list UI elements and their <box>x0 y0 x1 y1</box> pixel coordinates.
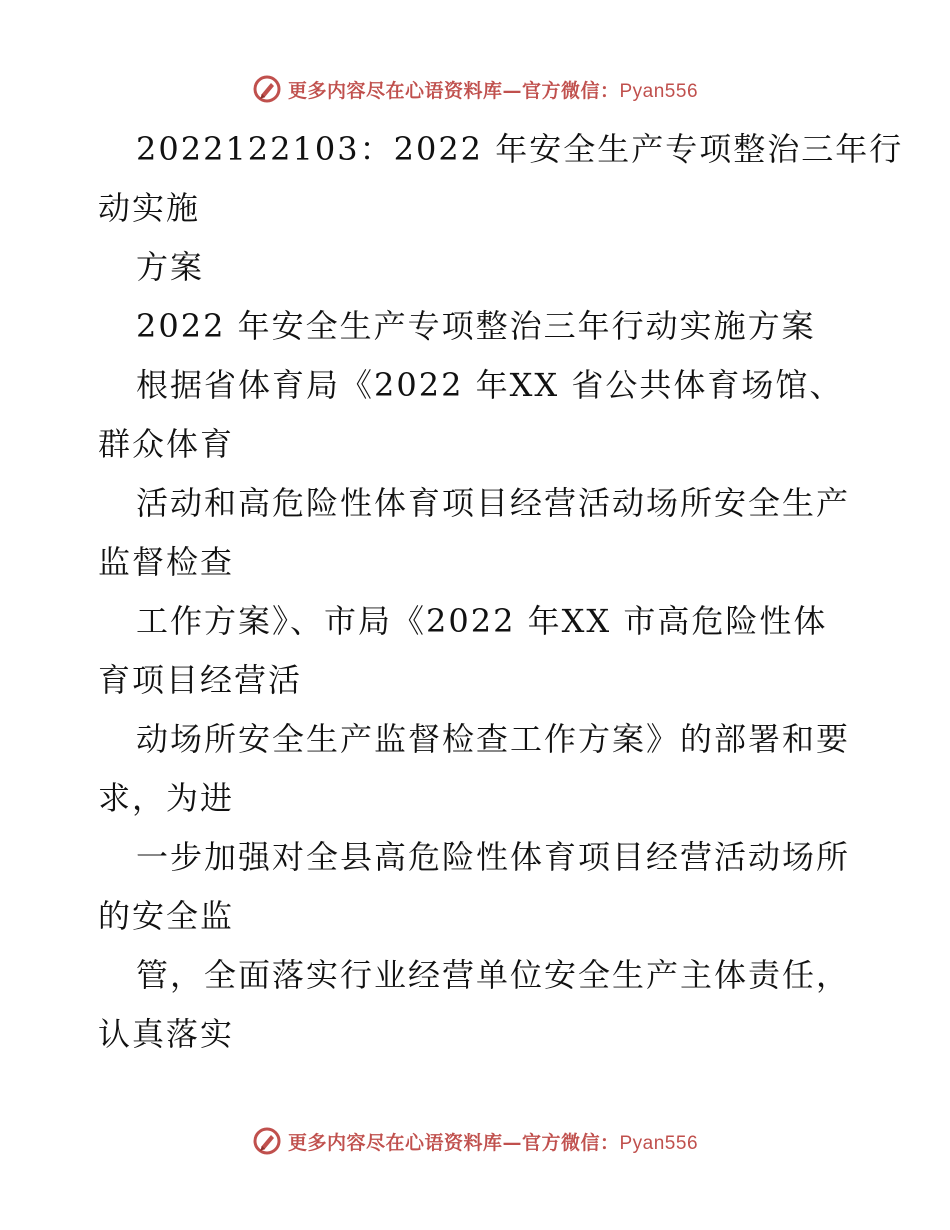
document-line: 群众体育 <box>98 425 235 463</box>
document-line: 动实施 <box>98 189 201 227</box>
document-line: 方案 <box>136 248 205 286</box>
document-line: 认真落实 <box>98 1015 235 1053</box>
document-line: 求，为进 <box>98 779 235 817</box>
document-line: 管，全面落实行业经营单位安全生产主体责任， <box>136 956 851 994</box>
document-line: 动场所安全生产监督检查工作方案》的部署和要 <box>136 720 851 758</box>
document-body <box>98 120 904 1064</box>
document-line: 的安全监 <box>98 897 235 935</box>
document-line: 2022122103：2022 年安全生产专项整治三年行 <box>136 130 904 168</box>
watermark-header <box>0 72 950 106</box>
watermark-handle: Pyan556 <box>619 80 699 102</box>
watermark-footer <box>0 1124 950 1158</box>
document-line: 监督检查 <box>98 543 235 581</box>
document-line: 一步加强对全县高危险性体育项目经营活动场所 <box>136 838 851 876</box>
document-line: 工作方案》、市局《2022 年XX 市高危险性体 <box>136 602 828 640</box>
watermark-text: 更多内容尽在心语资料库—官方微信：Pyan556 <box>287 1131 699 1154</box>
pen-logo-icon <box>252 74 282 104</box>
watermark-handle: Pyan556 <box>619 1132 699 1154</box>
watermark-text: 更多内容尽在心语资料库—官方微信：Pyan556 <box>287 79 699 102</box>
document-line: 根据省体育局《2022 年XX 省公共体育场馆、 <box>136 366 844 404</box>
document-line: 2022 年安全生产专项整治三年行动实施方案 <box>136 307 816 345</box>
document-line: 育项目经营活 <box>98 661 303 699</box>
pen-logo-icon <box>252 1126 282 1156</box>
document-line: 活动和高危险性体育项目经营活动场所安全生产 <box>136 484 851 522</box>
